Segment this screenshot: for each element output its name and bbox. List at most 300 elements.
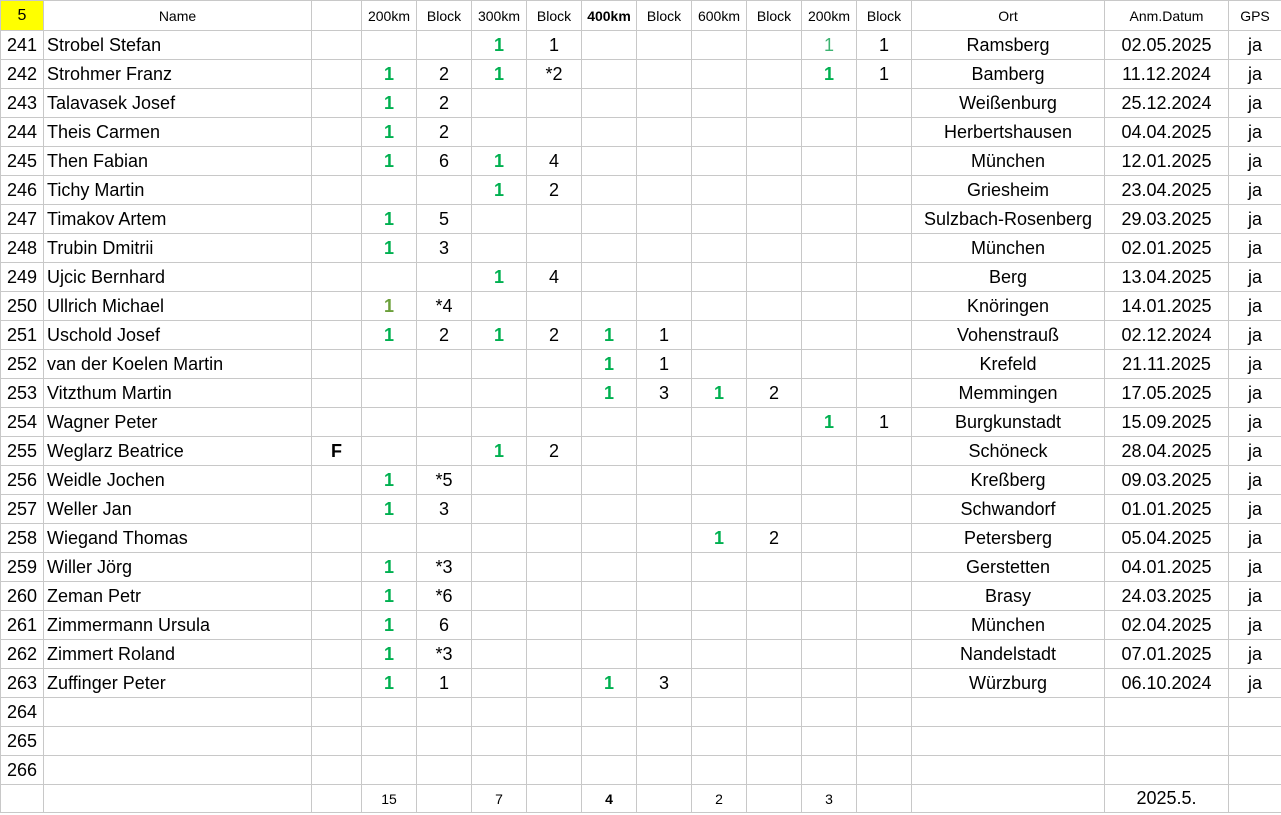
count-200km-cell[interactable]: 1 bbox=[362, 321, 417, 350]
block-200km-second-cell[interactable]: 1 bbox=[857, 31, 912, 60]
ort-cell[interactable]: Weißenburg bbox=[912, 89, 1105, 118]
flag-cell[interactable] bbox=[312, 727, 362, 756]
count-400km-cell[interactable] bbox=[582, 408, 637, 437]
block-400km-cell[interactable] bbox=[637, 205, 692, 234]
flag-cell[interactable] bbox=[312, 321, 362, 350]
block-300km-cell[interactable] bbox=[527, 379, 582, 408]
block-200km-second-cell[interactable] bbox=[857, 553, 912, 582]
block-300km-cell[interactable] bbox=[527, 408, 582, 437]
count-300km-cell[interactable] bbox=[472, 669, 527, 698]
gps-cell[interactable]: ja bbox=[1229, 205, 1281, 234]
count-300km-cell[interactable] bbox=[472, 408, 527, 437]
block-400km-cell[interactable] bbox=[637, 147, 692, 176]
block-400km-cell[interactable] bbox=[637, 495, 692, 524]
block-200km-cell[interactable] bbox=[417, 437, 472, 466]
name-cell[interactable]: Zeman Petr bbox=[44, 582, 312, 611]
name-cell[interactable]: Weidle Jochen bbox=[44, 466, 312, 495]
count-400km-cell[interactable] bbox=[582, 611, 637, 640]
count-200km-cell[interactable] bbox=[362, 263, 417, 292]
count-400km-cell[interactable]: 1 bbox=[582, 669, 637, 698]
count-600km-cell[interactable] bbox=[692, 437, 747, 466]
count-200km-cell[interactable]: 1 bbox=[362, 89, 417, 118]
block-300km-cell[interactable] bbox=[527, 205, 582, 234]
block-200km-second-cell[interactable] bbox=[857, 669, 912, 698]
ort-cell[interactable]: Herbertshausen bbox=[912, 118, 1105, 147]
count-600km-cell[interactable] bbox=[692, 234, 747, 263]
block-200km-second-cell[interactable] bbox=[857, 118, 912, 147]
row-number-cell[interactable]: 250 bbox=[1, 292, 44, 321]
count-300km-cell[interactable] bbox=[472, 205, 527, 234]
block-200km-cell[interactable]: 2 bbox=[417, 60, 472, 89]
count-200km-cell[interactable]: 1 bbox=[362, 495, 417, 524]
block-600km-cell[interactable] bbox=[747, 321, 802, 350]
count-200km-cell[interactable]: 1 bbox=[362, 553, 417, 582]
count-200km-cell[interactable]: 1 bbox=[362, 205, 417, 234]
count-200km-second-cell[interactable] bbox=[802, 379, 857, 408]
block-200km-second-cell[interactable] bbox=[857, 466, 912, 495]
block-300km-cell[interactable]: 4 bbox=[527, 263, 582, 292]
block-200km-cell[interactable]: 2 bbox=[417, 321, 472, 350]
count-600km-cell[interactable] bbox=[692, 756, 747, 785]
total-300km[interactable]: 7 bbox=[472, 785, 527, 813]
gps-cell[interactable]: ja bbox=[1229, 321, 1281, 350]
name-cell[interactable]: Wagner Peter bbox=[44, 408, 312, 437]
row-number-cell[interactable]: 255 bbox=[1, 437, 44, 466]
count-200km-second-cell[interactable] bbox=[802, 176, 857, 205]
block-300km-cell[interactable] bbox=[527, 756, 582, 785]
name-cell[interactable]: Zimmermann Ursula bbox=[44, 611, 312, 640]
flag-cell[interactable] bbox=[312, 205, 362, 234]
ort-cell[interactable]: Ramsberg bbox=[912, 31, 1105, 60]
gps-cell[interactable]: ja bbox=[1229, 640, 1281, 669]
flag-cell[interactable] bbox=[312, 60, 362, 89]
block-600km-cell[interactable] bbox=[747, 582, 802, 611]
block-200km-second-cell[interactable] bbox=[857, 350, 912, 379]
count-200km-cell[interactable] bbox=[362, 756, 417, 785]
block-400km-cell[interactable] bbox=[637, 234, 692, 263]
count-300km-cell[interactable] bbox=[472, 524, 527, 553]
name-cell[interactable] bbox=[44, 756, 312, 785]
block-600km-cell[interactable] bbox=[747, 176, 802, 205]
date-cell[interactable] bbox=[1105, 698, 1229, 727]
block-300km-cell[interactable] bbox=[527, 524, 582, 553]
flag-cell[interactable] bbox=[312, 176, 362, 205]
ort-cell[interactable]: Brasy bbox=[912, 582, 1105, 611]
block-200km-second-cell[interactable]: 1 bbox=[857, 408, 912, 437]
name-cell[interactable] bbox=[44, 698, 312, 727]
count-200km-second-cell[interactable] bbox=[802, 524, 857, 553]
total-400km[interactable]: 4 bbox=[582, 785, 637, 813]
ort-cell[interactable]: Kreßberg bbox=[912, 466, 1105, 495]
row-number-cell[interactable]: 245 bbox=[1, 147, 44, 176]
totals-cell[interactable] bbox=[747, 785, 802, 813]
count-300km-cell[interactable]: 1 bbox=[472, 31, 527, 60]
count-400km-cell[interactable] bbox=[582, 89, 637, 118]
block-200km-second-cell[interactable] bbox=[857, 263, 912, 292]
date-cell[interactable] bbox=[1105, 727, 1229, 756]
count-200km-cell[interactable] bbox=[362, 727, 417, 756]
header-cell-600km[interactable]: 600km bbox=[692, 1, 747, 31]
gps-cell[interactable]: ja bbox=[1229, 582, 1281, 611]
block-400km-cell[interactable] bbox=[637, 640, 692, 669]
block-200km-cell[interactable] bbox=[417, 31, 472, 60]
date-cell[interactable]: 24.03.2025 bbox=[1105, 582, 1229, 611]
count-200km-cell[interactable]: 1 bbox=[362, 118, 417, 147]
block-400km-cell[interactable] bbox=[637, 698, 692, 727]
block-400km-cell[interactable] bbox=[637, 118, 692, 147]
block-200km-cell[interactable] bbox=[417, 727, 472, 756]
name-cell[interactable]: Then Fabian bbox=[44, 147, 312, 176]
ort-cell[interactable]: München bbox=[912, 234, 1105, 263]
block-300km-cell[interactable]: 2 bbox=[527, 437, 582, 466]
count-400km-cell[interactable] bbox=[582, 756, 637, 785]
total-200km[interactable]: 15 bbox=[362, 785, 417, 813]
name-cell[interactable]: Strobel Stefan bbox=[44, 31, 312, 60]
block-300km-cell[interactable] bbox=[527, 89, 582, 118]
block-300km-cell[interactable] bbox=[527, 553, 582, 582]
date-cell[interactable]: 25.12.2024 bbox=[1105, 89, 1229, 118]
count-400km-cell[interactable] bbox=[582, 524, 637, 553]
block-200km-cell[interactable] bbox=[417, 263, 472, 292]
gps-cell[interactable]: ja bbox=[1229, 292, 1281, 321]
header-cell-block[interactable]: Block bbox=[527, 1, 582, 31]
block-600km-cell[interactable] bbox=[747, 205, 802, 234]
gps-cell[interactable]: ja bbox=[1229, 118, 1281, 147]
block-600km-cell[interactable] bbox=[747, 350, 802, 379]
block-600km-cell[interactable] bbox=[747, 292, 802, 321]
count-400km-cell[interactable] bbox=[582, 553, 637, 582]
flag-cell[interactable] bbox=[312, 89, 362, 118]
gps-cell[interactable]: ja bbox=[1229, 60, 1281, 89]
ort-cell[interactable]: München bbox=[912, 147, 1105, 176]
row-number-cell[interactable]: 242 bbox=[1, 60, 44, 89]
block-600km-cell[interactable] bbox=[747, 31, 802, 60]
count-600km-cell[interactable] bbox=[692, 669, 747, 698]
block-200km-cell[interactable]: 2 bbox=[417, 118, 472, 147]
block-300km-cell[interactable] bbox=[527, 350, 582, 379]
gps-cell[interactable]: ja bbox=[1229, 147, 1281, 176]
block-300km-cell[interactable] bbox=[527, 611, 582, 640]
count-600km-cell[interactable] bbox=[692, 611, 747, 640]
block-200km-cell[interactable]: 5 bbox=[417, 205, 472, 234]
count-600km-cell[interactable] bbox=[692, 350, 747, 379]
count-300km-cell[interactable] bbox=[472, 292, 527, 321]
row-number-cell[interactable]: 243 bbox=[1, 89, 44, 118]
block-200km-cell[interactable]: *5 bbox=[417, 466, 472, 495]
block-600km-cell[interactable] bbox=[747, 147, 802, 176]
name-cell[interactable]: Wiegand Thomas bbox=[44, 524, 312, 553]
count-300km-cell[interactable] bbox=[472, 756, 527, 785]
gps-cell[interactable]: ja bbox=[1229, 669, 1281, 698]
gps-cell[interactable]: ja bbox=[1229, 379, 1281, 408]
count-200km-cell[interactable] bbox=[362, 176, 417, 205]
block-600km-cell[interactable] bbox=[747, 234, 802, 263]
count-400km-cell[interactable] bbox=[582, 147, 637, 176]
row-number-cell[interactable]: 262 bbox=[1, 640, 44, 669]
count-400km-cell[interactable] bbox=[582, 176, 637, 205]
count-300km-cell[interactable] bbox=[472, 727, 527, 756]
count-400km-cell[interactable] bbox=[582, 640, 637, 669]
block-600km-cell[interactable] bbox=[747, 698, 802, 727]
totals-cell[interactable] bbox=[44, 785, 312, 813]
block-200km-second-cell[interactable] bbox=[857, 495, 912, 524]
block-200km-second-cell[interactable]: 1 bbox=[857, 60, 912, 89]
flag-cell[interactable] bbox=[312, 350, 362, 379]
row-number-cell[interactable]: 261 bbox=[1, 611, 44, 640]
block-200km-cell[interactable]: *3 bbox=[417, 553, 472, 582]
header-cell-gps[interactable]: GPS bbox=[1229, 1, 1281, 31]
block-400km-cell[interactable] bbox=[637, 553, 692, 582]
date-cell[interactable]: 02.05.2025 bbox=[1105, 31, 1229, 60]
header-cell-block[interactable]: Block bbox=[417, 1, 472, 31]
count-300km-cell[interactable]: 1 bbox=[472, 321, 527, 350]
count-400km-cell[interactable] bbox=[582, 698, 637, 727]
header-cell-block[interactable]: Block bbox=[637, 1, 692, 31]
count-200km-cell[interactable] bbox=[362, 524, 417, 553]
block-200km-cell[interactable] bbox=[417, 756, 472, 785]
date-cell[interactable]: 02.12.2024 bbox=[1105, 321, 1229, 350]
flag-cell[interactable] bbox=[312, 495, 362, 524]
block-600km-cell[interactable] bbox=[747, 669, 802, 698]
count-600km-cell[interactable] bbox=[692, 582, 747, 611]
block-400km-cell[interactable]: 1 bbox=[637, 321, 692, 350]
name-cell[interactable]: Trubin Dmitrii bbox=[44, 234, 312, 263]
ort-cell[interactable]: Memmingen bbox=[912, 379, 1105, 408]
gps-cell[interactable]: ja bbox=[1229, 466, 1281, 495]
count-600km-cell[interactable] bbox=[692, 147, 747, 176]
gps-cell[interactable] bbox=[1229, 698, 1281, 727]
block-200km-cell[interactable]: 1 bbox=[417, 669, 472, 698]
totals-cell[interactable] bbox=[527, 785, 582, 813]
count-600km-cell[interactable] bbox=[692, 176, 747, 205]
header-cell-200km[interactable]: 200km bbox=[362, 1, 417, 31]
name-cell[interactable]: Weller Jan bbox=[44, 495, 312, 524]
block-400km-cell[interactable] bbox=[637, 727, 692, 756]
block-200km-second-cell[interactable] bbox=[857, 292, 912, 321]
flag-cell[interactable] bbox=[312, 698, 362, 727]
flag-cell[interactable] bbox=[312, 466, 362, 495]
name-cell[interactable]: Zimmert Roland bbox=[44, 640, 312, 669]
count-400km-cell[interactable] bbox=[582, 263, 637, 292]
block-200km-cell[interactable]: *3 bbox=[417, 640, 472, 669]
count-600km-cell[interactable] bbox=[692, 321, 747, 350]
totals-cell[interactable] bbox=[857, 785, 912, 813]
block-600km-cell[interactable]: 2 bbox=[747, 379, 802, 408]
block-400km-cell[interactable] bbox=[637, 408, 692, 437]
count-300km-cell[interactable] bbox=[472, 640, 527, 669]
date-cell[interactable]: 17.05.2025 bbox=[1105, 379, 1229, 408]
count-200km-second-cell[interactable] bbox=[802, 727, 857, 756]
count-300km-cell[interactable]: 1 bbox=[472, 437, 527, 466]
name-cell[interactable]: Ujcic Bernhard bbox=[44, 263, 312, 292]
ort-cell[interactable] bbox=[912, 727, 1105, 756]
count-400km-cell[interactable] bbox=[582, 60, 637, 89]
count-600km-cell[interactable] bbox=[692, 466, 747, 495]
name-cell[interactable]: Ullrich Michael bbox=[44, 292, 312, 321]
flag-cell[interactable] bbox=[312, 292, 362, 321]
block-600km-cell[interactable] bbox=[747, 640, 802, 669]
row-number-cell[interactable]: 264 bbox=[1, 698, 44, 727]
block-300km-cell[interactable] bbox=[527, 234, 582, 263]
block-600km-cell[interactable] bbox=[747, 437, 802, 466]
count-600km-cell[interactable] bbox=[692, 89, 747, 118]
date-cell[interactable]: 04.04.2025 bbox=[1105, 118, 1229, 147]
row-number-cell[interactable]: 253 bbox=[1, 379, 44, 408]
date-cell[interactable]: 28.04.2025 bbox=[1105, 437, 1229, 466]
block-600km-cell[interactable] bbox=[747, 495, 802, 524]
block-300km-cell[interactable] bbox=[527, 582, 582, 611]
flag-cell[interactable] bbox=[312, 263, 362, 292]
block-400km-cell[interactable] bbox=[637, 611, 692, 640]
block-300km-cell[interactable]: 4 bbox=[527, 147, 582, 176]
block-200km-cell[interactable] bbox=[417, 379, 472, 408]
count-200km-second-cell[interactable] bbox=[802, 553, 857, 582]
block-300km-cell[interactable] bbox=[527, 669, 582, 698]
block-200km-cell[interactable]: 2 bbox=[417, 89, 472, 118]
date-cell[interactable]: 06.10.2024 bbox=[1105, 669, 1229, 698]
count-300km-cell[interactable]: 1 bbox=[472, 176, 527, 205]
flag-cell[interactable] bbox=[312, 524, 362, 553]
date-cell[interactable]: 15.09.2025 bbox=[1105, 408, 1229, 437]
block-300km-cell[interactable] bbox=[527, 466, 582, 495]
count-200km-cell[interactable]: 1 bbox=[362, 147, 417, 176]
block-200km-second-cell[interactable] bbox=[857, 756, 912, 785]
ort-cell[interactable]: Gerstetten bbox=[912, 553, 1105, 582]
count-200km-cell[interactable]: 1 bbox=[362, 611, 417, 640]
count-200km-second-cell[interactable] bbox=[802, 292, 857, 321]
block-200km-second-cell[interactable] bbox=[857, 582, 912, 611]
count-400km-cell[interactable] bbox=[582, 437, 637, 466]
date-cell[interactable]: 07.01.2025 bbox=[1105, 640, 1229, 669]
block-400km-cell[interactable] bbox=[637, 263, 692, 292]
count-300km-cell[interactable] bbox=[472, 118, 527, 147]
flag-cell[interactable] bbox=[312, 147, 362, 176]
count-300km-cell[interactable] bbox=[472, 698, 527, 727]
ort-cell[interactable]: Burgkunstadt bbox=[912, 408, 1105, 437]
count-200km-second-cell[interactable]: 1 bbox=[802, 31, 857, 60]
block-400km-cell[interactable] bbox=[637, 756, 692, 785]
block-300km-cell[interactable]: *2 bbox=[527, 60, 582, 89]
count-400km-cell[interactable]: 1 bbox=[582, 379, 637, 408]
count-200km-second-cell[interactable] bbox=[802, 495, 857, 524]
ort-cell[interactable] bbox=[912, 698, 1105, 727]
flag-cell[interactable] bbox=[312, 611, 362, 640]
row-number-cell[interactable]: 246 bbox=[1, 176, 44, 205]
totals-cell[interactable] bbox=[1229, 785, 1281, 813]
flag-cell[interactable] bbox=[312, 31, 362, 60]
block-200km-cell[interactable] bbox=[417, 350, 472, 379]
count-600km-cell[interactable] bbox=[692, 118, 747, 147]
header-cell-300km[interactable]: 300km bbox=[472, 1, 527, 31]
count-300km-cell[interactable]: 1 bbox=[472, 263, 527, 292]
block-600km-cell[interactable] bbox=[747, 466, 802, 495]
total-600km[interactable]: 2 bbox=[692, 785, 747, 813]
date-cell[interactable]: 09.03.2025 bbox=[1105, 466, 1229, 495]
count-300km-cell[interactable] bbox=[472, 234, 527, 263]
name-cell[interactable]: Zuffinger Peter bbox=[44, 669, 312, 698]
total-200km-second[interactable]: 3 bbox=[802, 785, 857, 813]
count-600km-cell[interactable]: 1 bbox=[692, 524, 747, 553]
name-cell[interactable]: Strohmer Franz bbox=[44, 60, 312, 89]
block-600km-cell[interactable]: 2 bbox=[747, 524, 802, 553]
flag-cell[interactable]: F bbox=[312, 437, 362, 466]
date-cell[interactable]: 02.01.2025 bbox=[1105, 234, 1229, 263]
count-200km-second-cell[interactable] bbox=[802, 582, 857, 611]
count-200km-cell[interactable] bbox=[362, 698, 417, 727]
header-cell-date[interactable]: Anm.Datum bbox=[1105, 1, 1229, 31]
count-600km-cell[interactable] bbox=[692, 495, 747, 524]
ort-cell[interactable]: München bbox=[912, 611, 1105, 640]
gps-cell[interactable]: ja bbox=[1229, 176, 1281, 205]
flag-cell[interactable] bbox=[312, 408, 362, 437]
flag-cell[interactable] bbox=[312, 553, 362, 582]
count-200km-second-cell[interactable] bbox=[802, 147, 857, 176]
count-600km-cell[interactable] bbox=[692, 640, 747, 669]
date-cell[interactable]: 12.01.2025 bbox=[1105, 147, 1229, 176]
block-200km-cell[interactable]: 3 bbox=[417, 234, 472, 263]
row-number-cell[interactable]: 258 bbox=[1, 524, 44, 553]
block-200km-second-cell[interactable] bbox=[857, 234, 912, 263]
row-number-cell[interactable]: 247 bbox=[1, 205, 44, 234]
block-200km-cell[interactable]: *4 bbox=[417, 292, 472, 321]
header-cell-name[interactable]: Name bbox=[44, 1, 312, 31]
block-200km-cell[interactable] bbox=[417, 524, 472, 553]
gps-cell[interactable]: ja bbox=[1229, 234, 1281, 263]
header-cell-number[interactable]: 5 bbox=[1, 1, 44, 31]
row-number-cell[interactable]: 263 bbox=[1, 669, 44, 698]
count-200km-second-cell[interactable] bbox=[802, 205, 857, 234]
flag-cell[interactable] bbox=[312, 640, 362, 669]
count-600km-cell[interactable]: 1 bbox=[692, 379, 747, 408]
block-200km-second-cell[interactable] bbox=[857, 640, 912, 669]
count-200km-second-cell[interactable] bbox=[802, 263, 857, 292]
count-300km-cell[interactable] bbox=[472, 89, 527, 118]
count-400km-cell[interactable]: 1 bbox=[582, 321, 637, 350]
name-cell[interactable]: Vitzthum Martin bbox=[44, 379, 312, 408]
block-400km-cell[interactable] bbox=[637, 437, 692, 466]
date-cell[interactable] bbox=[1105, 756, 1229, 785]
ort-cell[interactable]: Schöneck bbox=[912, 437, 1105, 466]
flag-cell[interactable] bbox=[312, 756, 362, 785]
ort-cell[interactable]: Petersberg bbox=[912, 524, 1105, 553]
count-200km-second-cell[interactable] bbox=[802, 611, 857, 640]
row-number-cell[interactable]: 251 bbox=[1, 321, 44, 350]
block-600km-cell[interactable] bbox=[747, 611, 802, 640]
count-200km-second-cell[interactable] bbox=[802, 89, 857, 118]
date-cell[interactable]: 05.04.2025 bbox=[1105, 524, 1229, 553]
block-200km-second-cell[interactable] bbox=[857, 611, 912, 640]
ort-cell[interactable]: Knöringen bbox=[912, 292, 1105, 321]
block-400km-cell[interactable] bbox=[637, 31, 692, 60]
total-date[interactable]: 2025.5. bbox=[1105, 785, 1229, 813]
count-200km-second-cell[interactable] bbox=[802, 640, 857, 669]
block-200km-second-cell[interactable] bbox=[857, 176, 912, 205]
block-200km-second-cell[interactable] bbox=[857, 698, 912, 727]
count-600km-cell[interactable] bbox=[692, 205, 747, 234]
count-200km-second-cell[interactable] bbox=[802, 698, 857, 727]
totals-cell[interactable] bbox=[417, 785, 472, 813]
date-cell[interactable]: 02.04.2025 bbox=[1105, 611, 1229, 640]
row-number-cell[interactable]: 244 bbox=[1, 118, 44, 147]
date-cell[interactable]: 13.04.2025 bbox=[1105, 263, 1229, 292]
name-cell[interactable]: Tichy Martin bbox=[44, 176, 312, 205]
totals-cell[interactable] bbox=[912, 785, 1105, 813]
block-600km-cell[interactable] bbox=[747, 89, 802, 118]
block-400km-cell[interactable] bbox=[637, 60, 692, 89]
totals-cell[interactable] bbox=[637, 785, 692, 813]
block-600km-cell[interactable] bbox=[747, 60, 802, 89]
row-number-cell[interactable]: 241 bbox=[1, 31, 44, 60]
